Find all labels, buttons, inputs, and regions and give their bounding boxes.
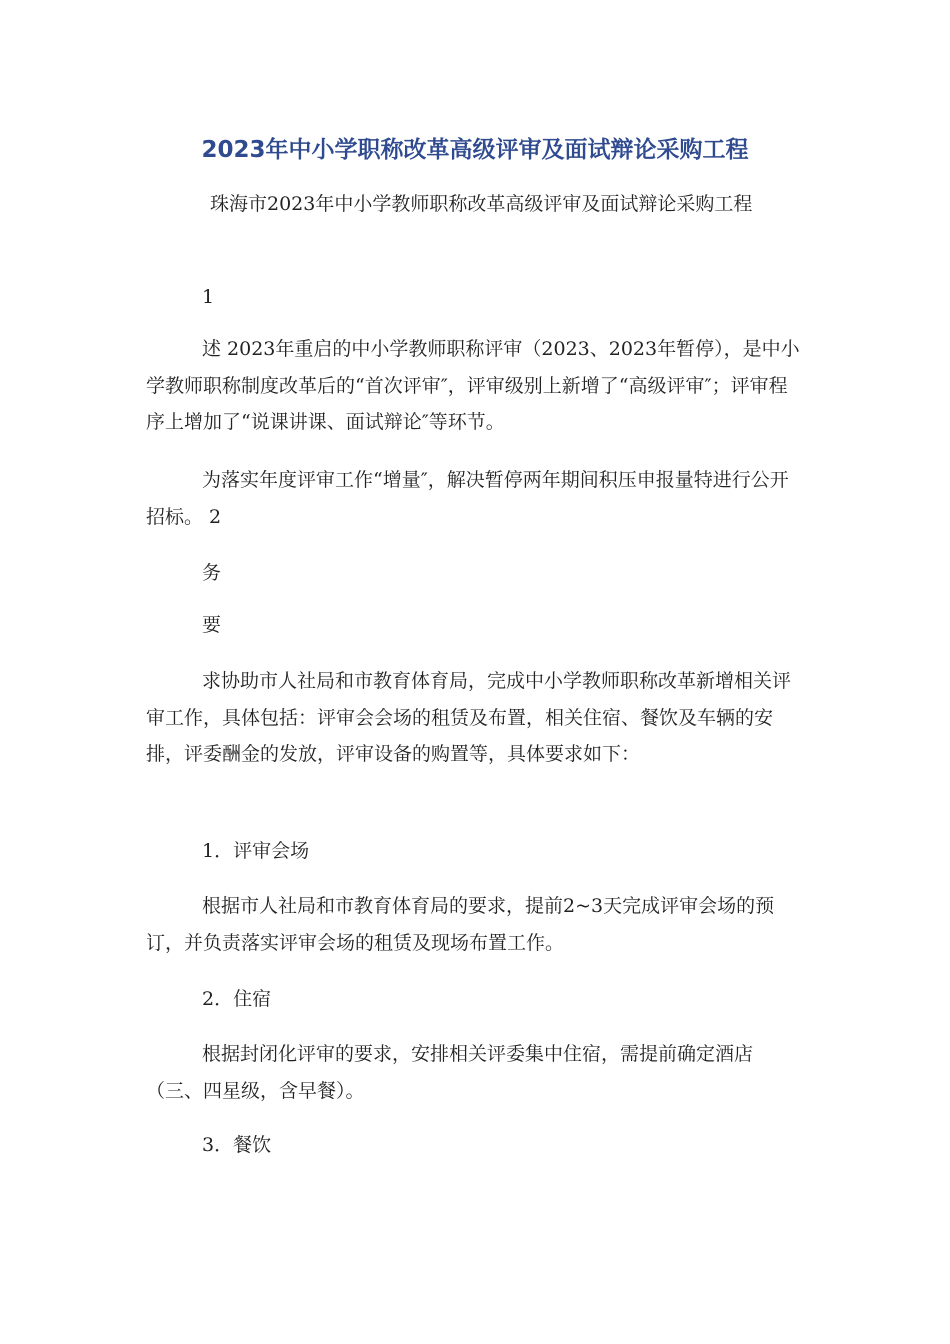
- heading-venue: 1．评审会场: [202, 840, 310, 862]
- paragraph-yao: 要: [202, 614, 222, 636]
- heading-lodging: 2．住宿: [202, 988, 272, 1010]
- paragraph-lodging: 根据封闭化评审的要求，安排相关评委集中住宿，需提前确定酒店（三、四星级，含早餐）。: [146, 1043, 754, 1102]
- paragraph-project-name: 珠海市2023年中小学教师职称改革高级评审及面试辩论采购工程: [210, 193, 753, 215]
- paragraph-wu: 务: [202, 562, 222, 584]
- paragraph-overview: 述 2023年重启的中小学教师职称评审（2023、2023年暂停），是中小学教师职称制度改革后的“首次评审″，评审级别上新增了“高级评审″；评审程序上增加了“说课讲课、面试辩论″等环节。: [146, 338, 800, 433]
- paragraph-venue: 根据市人社局和市教育体育局的要求，提前2~3天完成评审会场的预订，并负责落实评审会场的租赁及现场布置工作。: [146, 895, 775, 954]
- paragraph-number-1: 1: [202, 286, 215, 308]
- paragraph-requirements: 求协助市人社局和市教育体育局，完成中小学教师职称改革新增相关评审工作，具体包括：评审会会场的租赁及布置，相关住宿、餐饮及车辆的安排，评委酬金的发放，评审设备的购置等，具体要求如下：: [146, 670, 792, 765]
- document-title: 2023年中小学职称改革高级评审及面试辩论采购工程: [201, 137, 749, 163]
- paragraph-purpose: 为落实年度评审工作“增量″，解决暂停两年期间积压申报量特进行公开招标。 2: [146, 469, 789, 528]
- heading-catering: 3．餐饮: [202, 1134, 272, 1156]
